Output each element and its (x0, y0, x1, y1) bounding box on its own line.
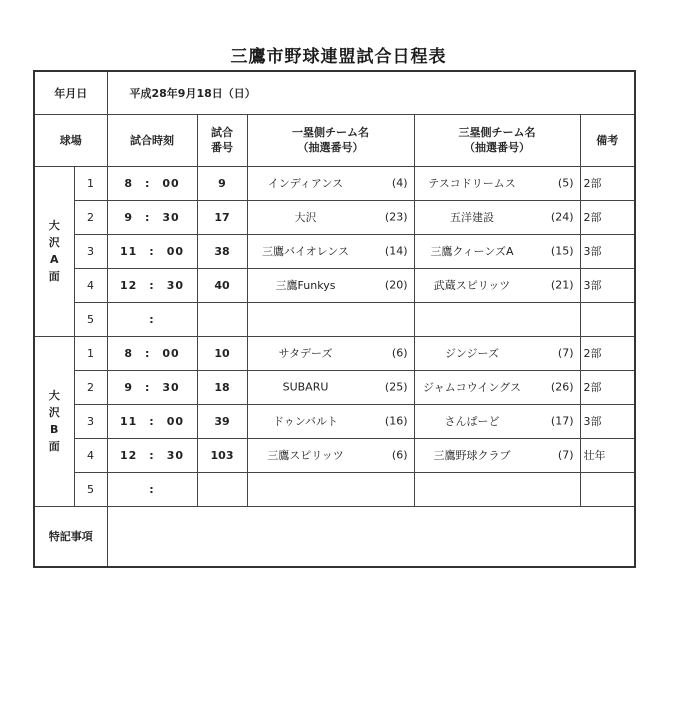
first-base-team (247, 234, 414, 268)
third-base-team (414, 234, 580, 268)
game-slot: 5 (74, 302, 107, 336)
team-name: SUBARU (282, 380, 329, 394)
header-notes: 備考 (580, 114, 635, 166)
table-row (34, 370, 635, 404)
team-name: ジンジーズ (445, 347, 499, 360)
draw-number: (7) (557, 346, 574, 360)
date-label: 年月日 (34, 71, 107, 114)
game-time: 11 : 00 (107, 234, 197, 268)
table-row (34, 438, 635, 472)
first-base-team (247, 438, 414, 472)
game-slot: 2 (74, 370, 107, 404)
draw-number: (25) (384, 380, 408, 394)
special-notes-label: 特記事項 (34, 506, 107, 567)
header-third-base: 三塁側チーム名 （抽選番号） (414, 114, 580, 166)
special-notes-row (34, 506, 635, 567)
table-row (34, 234, 635, 268)
game-time: : (107, 472, 197, 506)
team-name: 三鷹クィーンズA (430, 245, 514, 258)
third-base-team (414, 200, 580, 234)
date-row (34, 71, 635, 114)
game-slot: 5 (74, 472, 107, 506)
third-base-team (414, 370, 580, 404)
first-base-team (247, 370, 414, 404)
draw-number: (24) (550, 210, 574, 224)
game-time: : (107, 302, 197, 336)
game-slot: 3 (74, 404, 107, 438)
draw-number: (4) (391, 176, 408, 190)
game-note: 2部 (580, 200, 635, 234)
third-base-team (414, 166, 580, 200)
team-name: 大沢 (294, 211, 317, 224)
first-base-team (247, 200, 414, 234)
team-name: 三鷹野球クラブ (433, 449, 511, 462)
game-number: 17 (197, 200, 247, 234)
game-note: 3部 (580, 268, 635, 302)
table-row (34, 404, 635, 438)
team-name: 五洋建設 (450, 211, 494, 224)
third-base-team (414, 302, 580, 336)
table-row (34, 302, 635, 336)
draw-number: (16) (384, 414, 408, 428)
third-base-team (414, 336, 580, 370)
team-name: 三鷹Funkys (275, 279, 336, 292)
special-notes-value (107, 506, 635, 567)
draw-number: (23) (384, 210, 408, 224)
table-row (34, 472, 635, 506)
draw-number: (6) (391, 448, 408, 462)
game-slot: 4 (74, 268, 107, 302)
game-time: 12 : 30 (107, 438, 197, 472)
team-name: 三鷹スピリッツ (267, 449, 344, 462)
team-name: ジャムコウイングス (422, 381, 522, 394)
first-base-team (247, 472, 414, 506)
draw-number: (26) (550, 380, 574, 394)
game-note (580, 472, 635, 506)
table-row (34, 268, 635, 302)
team-name: テスコドリームス (428, 177, 516, 190)
game-number: 9 (197, 166, 247, 200)
team-name: 三鷹バイオレンス (261, 245, 350, 258)
first-base-team (247, 302, 414, 336)
game-time: 8 : 00 (107, 166, 197, 200)
game-slot: 2 (74, 200, 107, 234)
game-number: 103 (197, 438, 247, 472)
draw-number: (20) (384, 278, 408, 292)
game-time: 11 : 00 (107, 404, 197, 438)
game-time: 12 : 30 (107, 268, 197, 302)
header-first-base: 一塁側チーム名 （抽選番号） (247, 114, 414, 166)
first-base-team (247, 166, 414, 200)
game-note: 2部 (580, 166, 635, 200)
draw-number: (5) (557, 176, 574, 190)
game-note: 3部 (580, 404, 635, 438)
game-number: 38 (197, 234, 247, 268)
table-row (34, 166, 635, 200)
first-base-team (247, 268, 414, 302)
first-base-team (247, 336, 414, 370)
game-slot: 4 (74, 438, 107, 472)
game-number (197, 302, 247, 336)
game-time: 8 : 00 (107, 336, 197, 370)
draw-number: (21) (550, 278, 574, 292)
game-slot: 1 (74, 336, 107, 370)
header-row (34, 114, 635, 166)
first-base-team (247, 404, 414, 438)
team-name: インディアンス (267, 177, 344, 190)
third-base-team (414, 472, 580, 506)
third-base-team (414, 438, 580, 472)
game-time: 9 : 30 (107, 200, 197, 234)
team-name: サタデーズ (278, 347, 333, 360)
game-time: 9 : 30 (107, 370, 197, 404)
header-field: 球場 (34, 114, 107, 166)
header-time: 試合時刻 (107, 114, 197, 166)
table-row (34, 336, 635, 370)
game-slot: 3 (74, 234, 107, 268)
draw-number: (15) (550, 244, 574, 258)
team-name: さんぱーど (444, 415, 500, 428)
draw-number: (7) (557, 448, 574, 462)
field-name: 大 沢 B 面 (34, 336, 74, 506)
game-number: 10 (197, 336, 247, 370)
team-name: ドゥンバルト (273, 415, 338, 428)
game-note (580, 302, 635, 336)
header-game-no: 試合 番号 (197, 114, 247, 166)
field-name: 大 沢 A 面 (34, 166, 74, 336)
third-base-team (414, 268, 580, 302)
schedule-table (33, 70, 636, 568)
draw-number: (6) (391, 346, 408, 360)
game-number: 40 (197, 268, 247, 302)
draw-number: (17) (550, 414, 574, 428)
team-name: 武蔵スピリッツ (433, 279, 511, 292)
page-title: 三鷹市野球連盟試合日程表 (230, 47, 447, 67)
date-value: 平成28年9月18日（日） (107, 71, 635, 114)
game-note: 壮年 (580, 438, 635, 472)
game-slot: 1 (74, 166, 107, 200)
game-number: 39 (197, 404, 247, 438)
third-base-team (414, 404, 580, 438)
game-note: 2部 (580, 336, 635, 370)
game-number (197, 472, 247, 506)
draw-number: (14) (384, 244, 408, 258)
table-row (34, 200, 635, 234)
game-note: 3部 (580, 234, 635, 268)
game-number: 18 (197, 370, 247, 404)
game-note: 2部 (580, 370, 635, 404)
